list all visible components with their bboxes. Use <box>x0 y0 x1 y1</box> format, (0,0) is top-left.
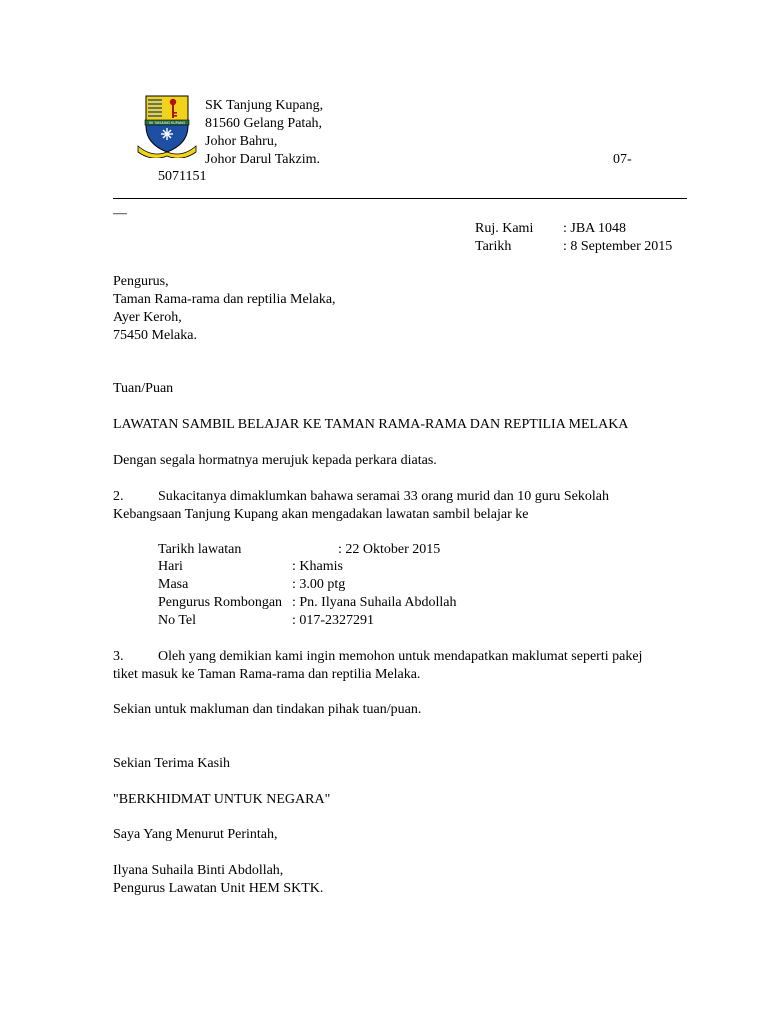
para2-number: 2. <box>113 489 124 504</box>
motto: "BERKHIDMAT UNTUK NEGARA" <box>113 792 331 807</box>
crest-banner-text: SK TANJUNG KUPANG <box>148 121 186 125</box>
recipient-line-2: Taman Rama-rama dan reptilia Melaka, <box>113 292 336 307</box>
detail-label: Tarikh lawatan <box>158 542 242 557</box>
recipient-line-4: 75450 Melaka. <box>113 328 197 343</box>
detail-label: Hari <box>158 559 183 574</box>
detail-value: : 22 Oktober 2015 <box>338 542 441 557</box>
intro-paragraph: Dengan segala hormatnya merujuk kepada perkara diatas. <box>113 453 437 468</box>
tarikh-value: : 8 September 2015 <box>563 239 673 254</box>
signer-name: Ilyana Suhaila Binti Abdollah, <box>113 863 284 878</box>
para3-line-1: Oleh yang demikian kami ingin memohon untuk mendapatkan maklumat seperti pakej <box>158 649 643 664</box>
signoff: Saya Yang Menurut Perintah, <box>113 827 278 842</box>
ruj-value: : JBA 1048 <box>563 221 627 236</box>
address-line-1: 81560 Gelang Patah, <box>205 116 323 131</box>
address-line-3: Johor Darul Takzim. <box>205 152 321 167</box>
phone-number: 5071151 <box>158 169 207 184</box>
detail-label: Masa <box>158 577 189 592</box>
detail-value: : 3.00 ptg <box>292 577 346 592</box>
para3-number: 3. <box>113 649 124 664</box>
address-line-2: Johor Bahru, <box>205 134 278 149</box>
subject-line: LAWATAN SAMBIL BELAJAR KE TAMAN RAMA-RAMA DAN REPTILIA MELAKA <box>113 417 629 432</box>
salutation: Tuan/Puan <box>113 381 174 396</box>
recipient-line-3: Ayer Keroh, <box>113 310 182 325</box>
detail-value: : Pn. Ilyana Suhaila Abdollah <box>292 595 457 610</box>
closing-paragraph: Sekian untuk makluman dan tindakan pihak tuan/puan. <box>113 702 422 717</box>
detail-label: No Tel <box>158 613 197 628</box>
divider-dash: — <box>113 206 127 221</box>
recipient-line-1: Pengurus, <box>113 274 169 289</box>
school-crest-logo <box>136 92 198 158</box>
closing-thanks: Sekian Terima Kasih <box>113 756 230 771</box>
tarikh-label: Tarikh <box>475 239 512 254</box>
detail-value: : 017-2327291 <box>292 613 375 628</box>
phone-prefix: 07- <box>613 152 632 167</box>
detail-value: : Khamis <box>292 559 343 574</box>
detail-label: Pengurus Rombongan <box>158 595 283 610</box>
ruj-label: Ruj. Kami <box>475 221 534 236</box>
para2-line-1: Sukacitanya dimaklumkan bahawa seramai 33 orang murid dan 10 guru Sekolah <box>158 489 609 504</box>
signer-title: Pengurus Lawatan Unit HEM SKTK. <box>113 881 324 896</box>
para2-line-2: Kebangsaan Tanjung Kupang akan mengadakan lawatan sambil belajar ke <box>113 507 529 522</box>
letterhead-divider <box>113 198 687 199</box>
para3-line-2: tiket masuk ke Taman Rama-rama dan reptilia Melaka. <box>113 667 421 682</box>
school-name: SK Tanjung Kupang, <box>205 98 324 113</box>
